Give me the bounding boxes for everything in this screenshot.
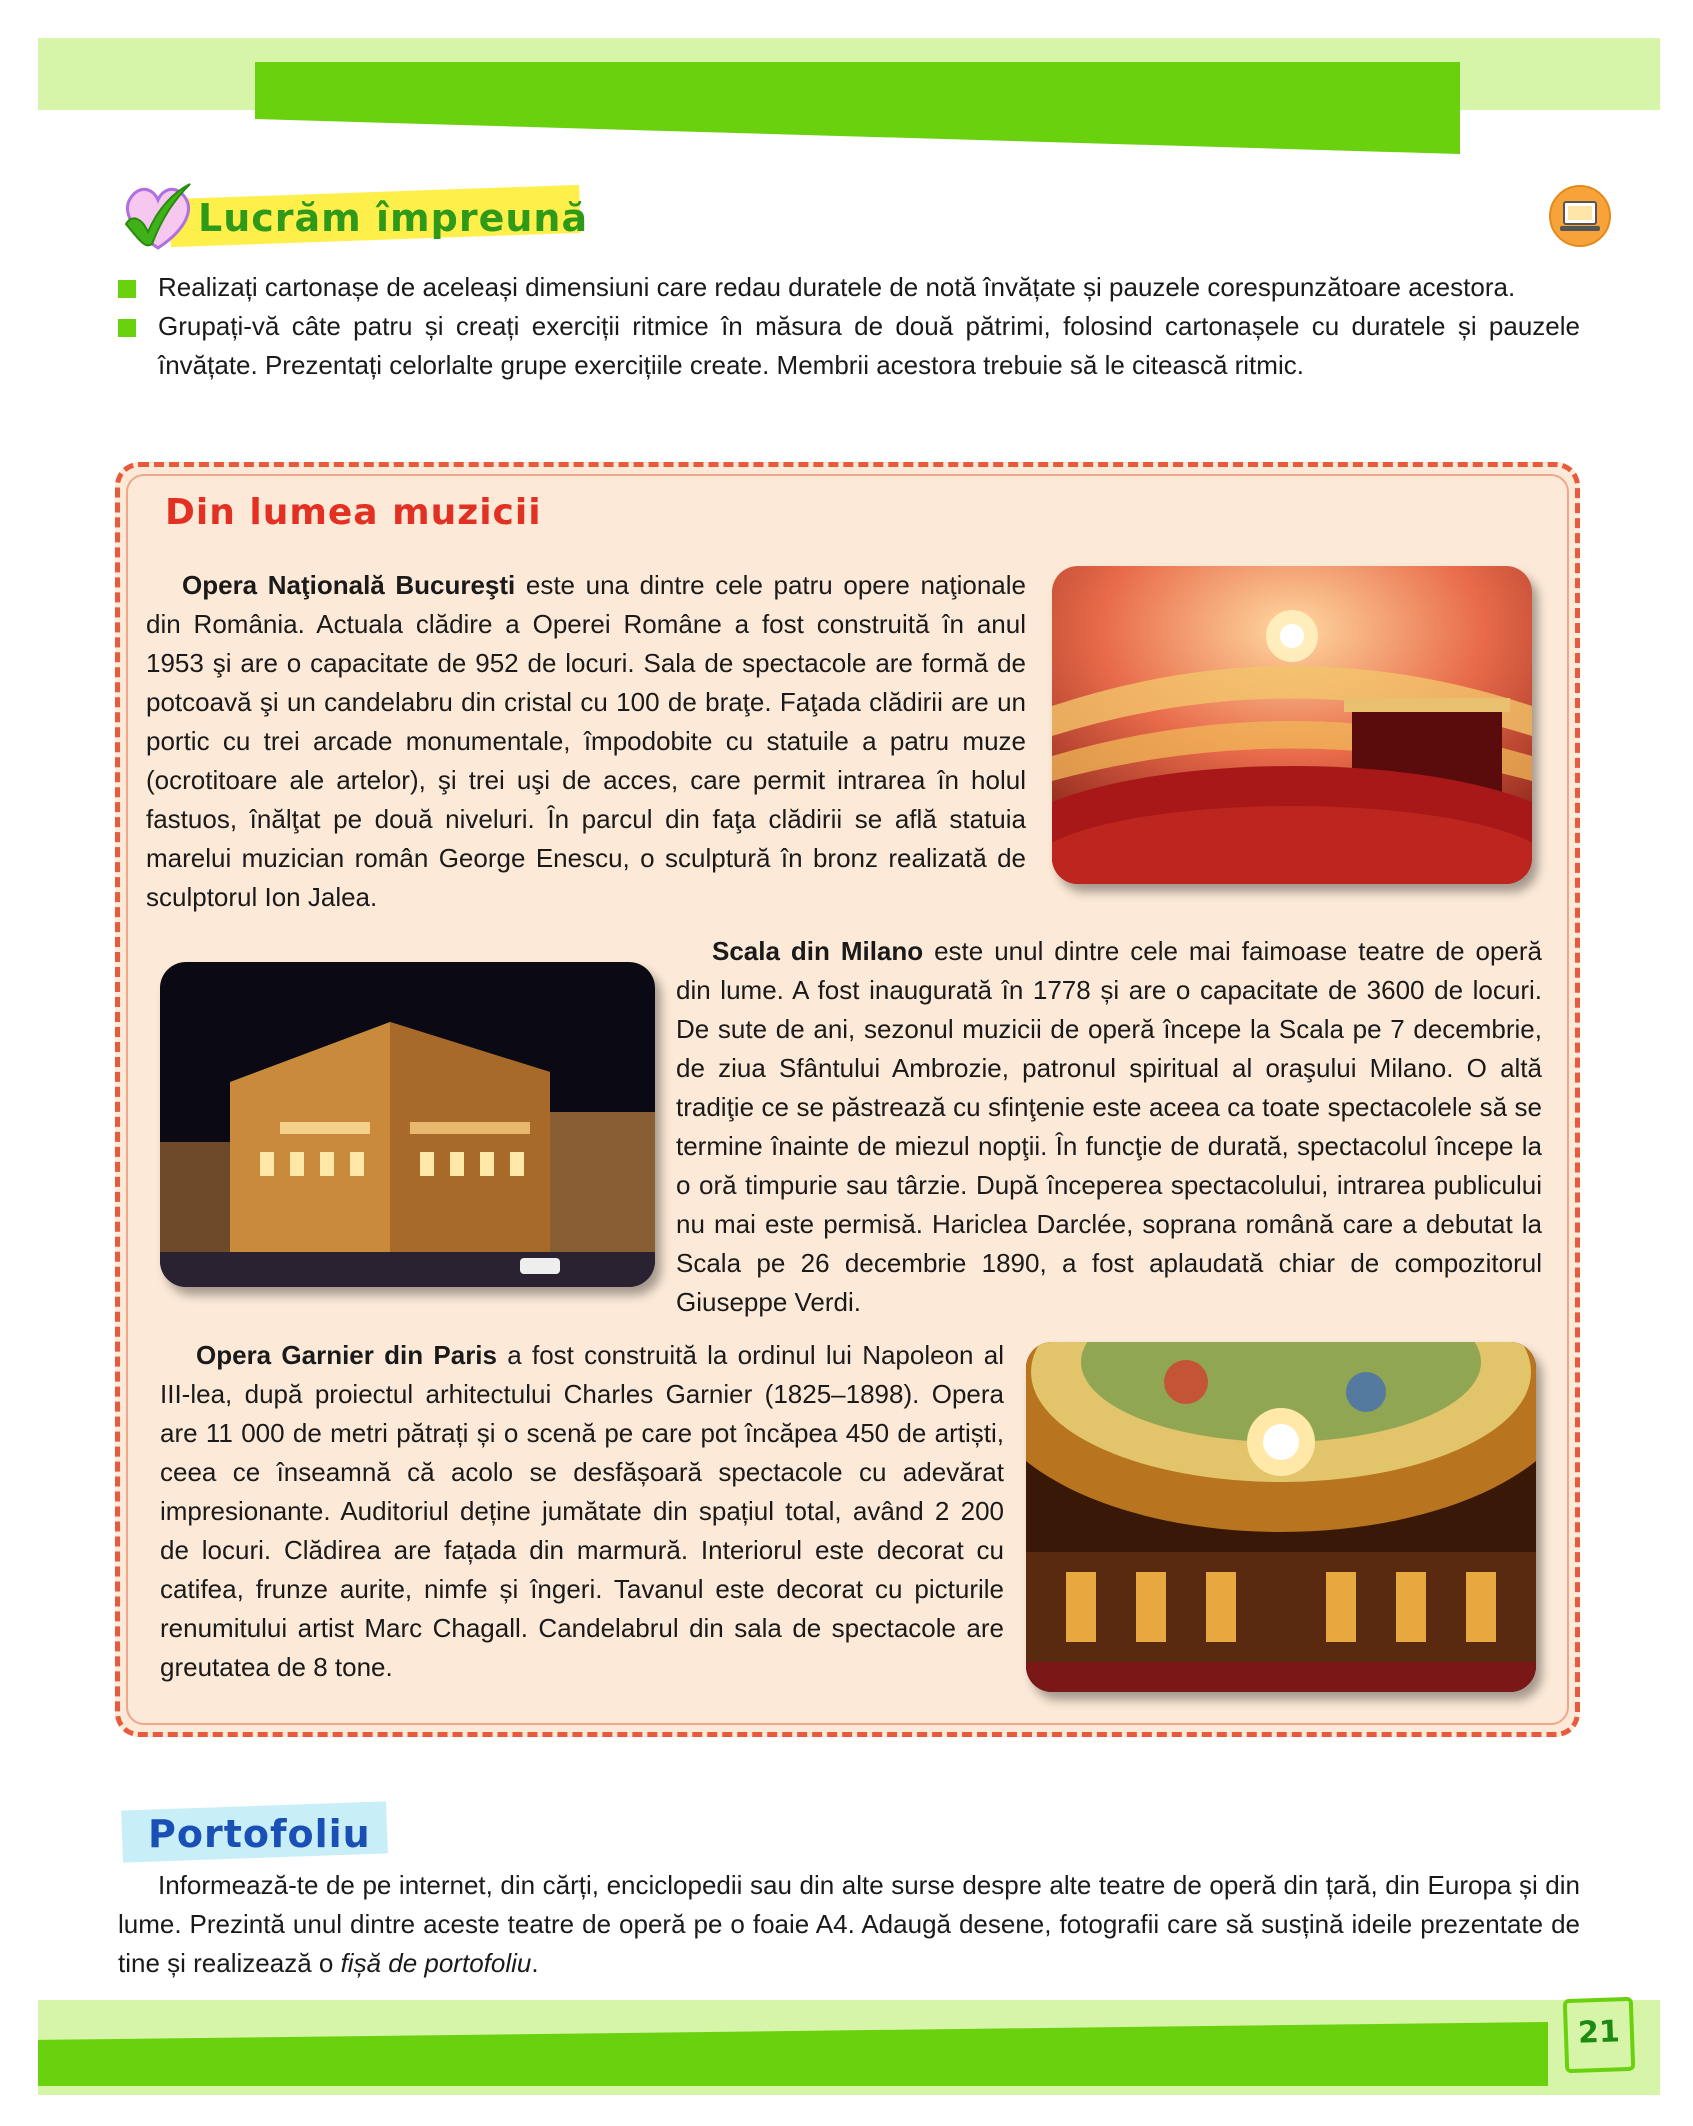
list-item — [118, 268, 1580, 307]
garnier-paragraph — [160, 1336, 1004, 1687]
bucharest-opera-photo — [1052, 566, 1532, 884]
scala-paragraph — [676, 932, 1542, 1322]
bullet-square-icon — [118, 319, 136, 337]
portfolio-italic-text: fișă de portofoliu — [340, 1948, 532, 1978]
list-item — [118, 307, 1580, 385]
portfolio-text-end: . — [531, 1948, 539, 1978]
bullet-square-icon — [118, 280, 136, 298]
bucharest-text: este una dintre cele patru opere naţionale din România. Actuala clădire a Operei Române a fost construită în anul 1953 şi are o capacitate de 952 de locuri. Sala de spectacole are formă de potcoavă şi un candelabru din cristal cu 100 de braţe. Faţada clădirii are un portic cu trei arcade monumentale, împodobite cu statuile a patru muze (ocrotitoare ale artelor), şi trei uşi de acces, care permit intrarea în holul fastuos, înălţat pe două niveluri. În parcul din faţa clădirii se află statuia marelui muzician român George Enescu, o sculptură în bronz realizată de sculptorul Ion Jalea. — [146, 570, 1026, 912]
heart-check-icon — [118, 178, 198, 258]
scala-milano-photo — [160, 962, 655, 1287]
garnier-text: a fost construită la ordinul lui Napoleon al III-lea, după proiectul arhitectului Charles Garnier (1825–1898). Opera are 11 000 de metri pătrați și o scenă pe care pot încăpea 450 de artiști, ceea ce înseamnă că acolo se desfășoară spectacole cu adevărat impresionante. Auditoriul deține jumătate din spațiul total, având 2 200 de locuri. Clădirea are fațada din marmură. Interiorul este decorat cu catifea, frunze aurite, nimfe și îngeri. Tavanul este decorat cu picturile renumitului artist Marc Chagall. Candelabrul din sala de spectacole are greutatea de 8 tone. — [160, 1340, 1004, 1682]
garnier-opera-photo — [1026, 1342, 1536, 1692]
music-world-title: Din lumea muzicii — [165, 492, 542, 533]
bucharest-name: Opera Naţională Bucureşti — [182, 570, 516, 600]
work-item-text: Grupați-vă câte patru și creați exerciții ritmice în măsura de două pătrimi, folosind cartonașele cu duratele și pauzele învățate. Prezentați celorlalte grupe exercițiile create. Membrii acestora trebuie să le citească ritmic. — [158, 311, 1580, 380]
scala-text: este unul dintre cele mai faimoase teatre de operă din lume. A fost inaugurată în 1778 și are o capacitate de 3600 de locuri. De sute de ani, sezonul muzicii de operă începe la Scala pe 7 decembrie, de ziua Sfântului Ambrozie, patronul spiritual al oraşului Milano. O altă tradiţie ce se păstrează cu sfinţenie este aceea ca toate spectacolele să se termine înainte de miezul nopţii. În funcţie de durată, spectacolul începe la o oră timpurie sau târzie. După începerea spectacolului, intrarea publicului nu mai este permisă. Hariclea Darclée, soprana română care a debutat la Scala pe 26 decembrie 1890, a fost aplaudată chiar de compozitorul Giuseppe Verdi. — [676, 936, 1542, 1317]
work-section-title: Lucrăm împreună — [198, 196, 589, 240]
page-number: 21 — [1563, 1997, 1636, 2073]
portfolio-paragraph — [118, 1866, 1580, 1983]
bucharest-paragraph — [146, 566, 1026, 917]
computer-icon — [1548, 184, 1612, 248]
header-band-dark — [255, 62, 1460, 154]
garnier-name: Opera Garnier din Paris — [196, 1340, 497, 1370]
portfolio-text: Informează-te de pe internet, din cărți, enciclopedii sau din alte surse despre alte teatre de operă din țară, din Europa și din lume. Prezintă unul dintre aceste teatre de operă pe o foaie A4. Adaugă desene, fotografii care să susțină ideile prezentate de tine și realizează o — [118, 1870, 1580, 1978]
work-item-text: Realizați cartonașe de aceleași dimensiuni care redau duratele de notă învățate și pauzele corespunzătoare acestora. — [158, 272, 1516, 302]
portfolio-title: Portofoliu — [148, 1812, 371, 1856]
work-list — [118, 268, 1580, 385]
scala-name: Scala din Milano — [712, 936, 924, 966]
